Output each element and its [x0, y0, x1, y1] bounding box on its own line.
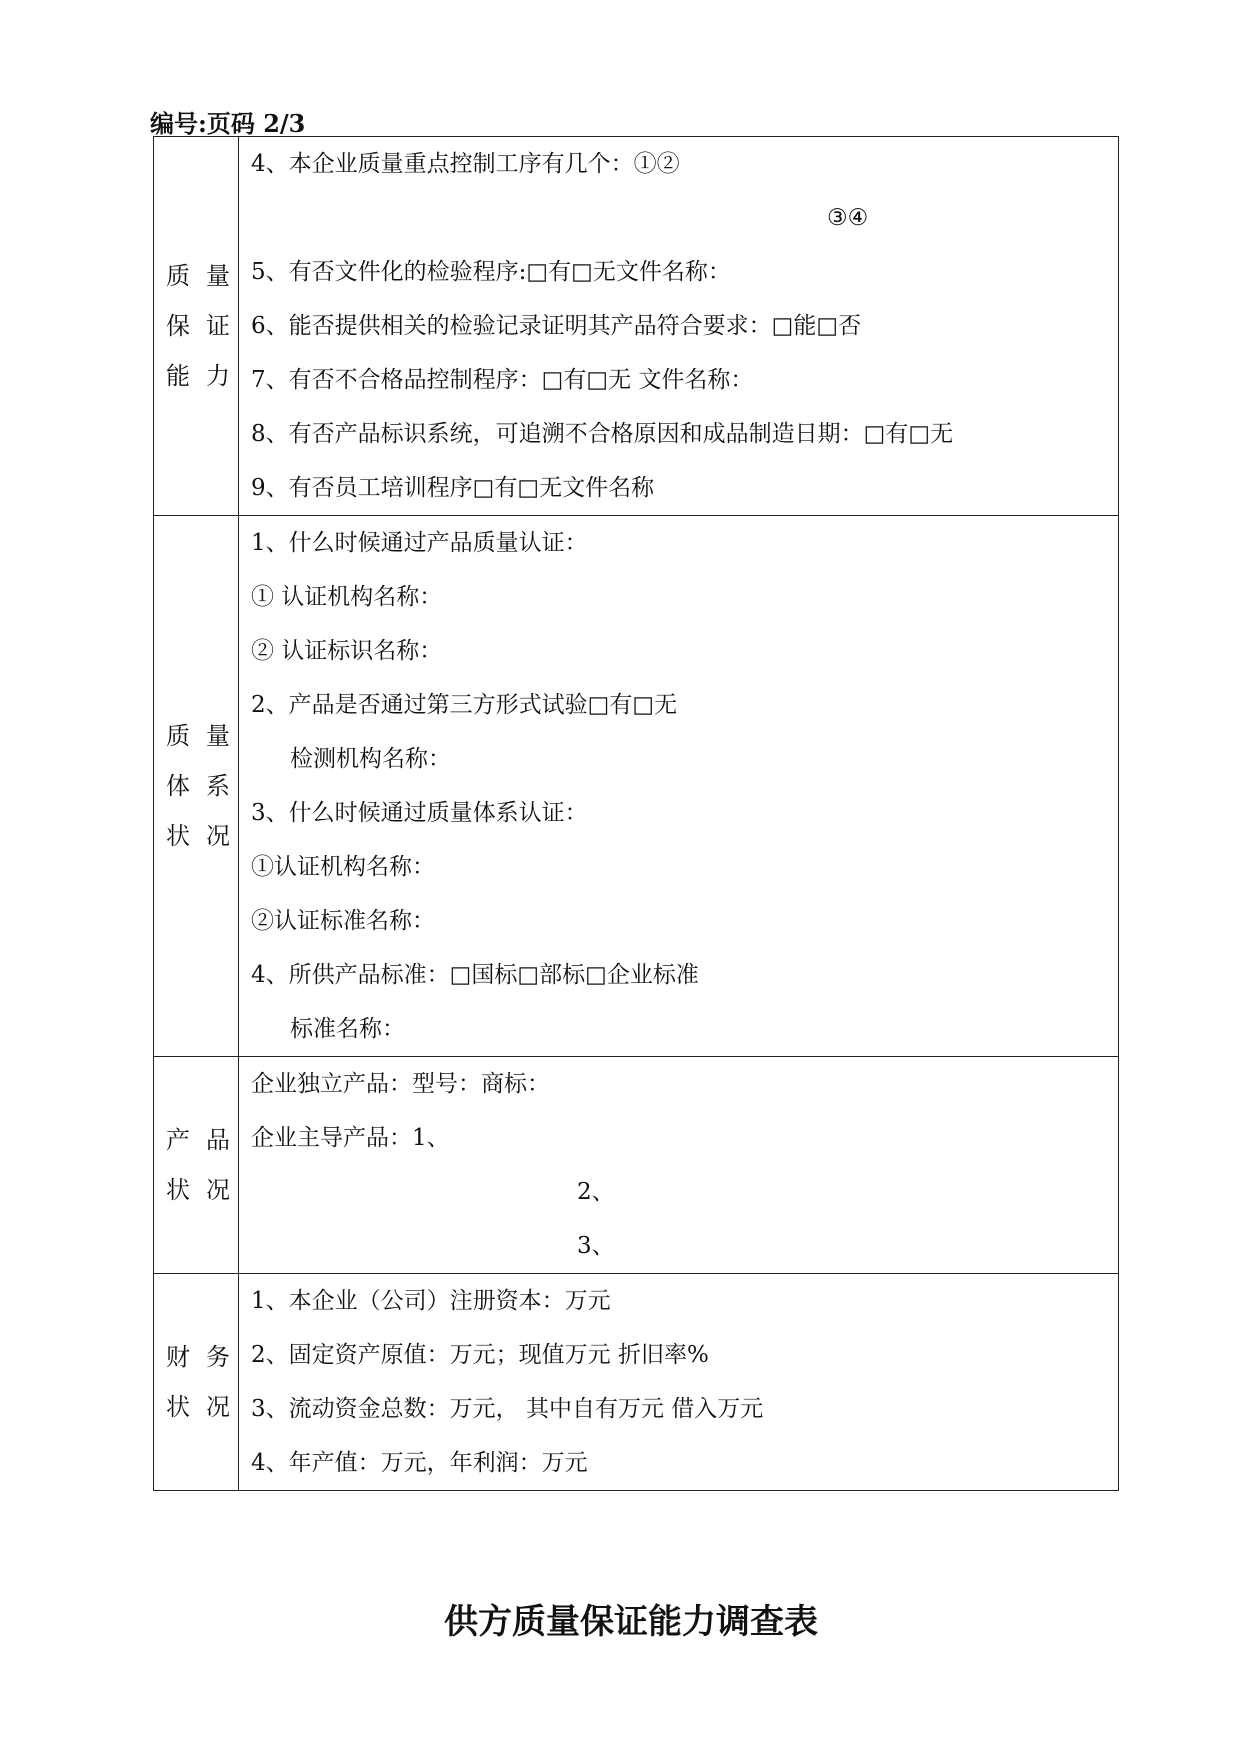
- form-line: ② 认证标识名称：: [251, 638, 443, 664]
- form-line: 6、能否提供相关的检验记录证明其产品符合要求：□能□否: [251, 313, 862, 339]
- section-content: [239, 1057, 1119, 1274]
- section-label: 财务状况: [166, 1343, 232, 1421]
- section-financial-status: [154, 1274, 1119, 1491]
- form-line: 2、产品是否通过第三方形式试验□有□无: [251, 692, 678, 718]
- form-line: 4、所供产品标准：□国标□部标□企业标准: [251, 962, 699, 988]
- form-line: 4、本企业质量重点控制工序有几个：①②: [251, 151, 680, 177]
- section-content: [239, 137, 1119, 516]
- section-quality-assurance: [154, 137, 1119, 516]
- document-number: 编号:页码 2/3: [150, 109, 306, 138]
- form-line: ①认证机构名称：: [251, 854, 435, 880]
- form-line: 4、年产值：万元，年利润：万元: [251, 1450, 588, 1476]
- form-line: 7、有否不合格品控制程序：□有□无 文件名称：: [251, 367, 754, 393]
- section-quality-system: [154, 516, 1119, 1057]
- form-line: 8、有否产品标识系统，可追溯不合格原因和成品制造日期：□有□无: [251, 421, 954, 447]
- form-line: 企业独立产品：型号：商标：: [251, 1071, 550, 1097]
- form-line: ① 认证机构名称：: [251, 584, 443, 610]
- form-line: 3、: [577, 1233, 615, 1259]
- section-label: 质量体系状况: [166, 722, 232, 850]
- section-label: 质量保证能力: [166, 262, 232, 390]
- section-content: [239, 1274, 1119, 1491]
- form-line: 1、本企业（公司）注册资本：万元: [251, 1288, 611, 1314]
- form-line: 5、有否文件化的检验程序:□有□无文件名称：: [251, 259, 731, 285]
- form-line: ②认证标准名称：: [251, 908, 435, 934]
- form-line: ③④: [827, 205, 869, 231]
- form-line: 3、什么时候通过质量体系认证：: [251, 800, 588, 826]
- form-line: 2、固定资产原值：万元；现值万元 折旧率%: [251, 1342, 709, 1368]
- section-label: 产品状况: [166, 1126, 232, 1204]
- section-product-status: [154, 1057, 1119, 1274]
- form-line: 3、流动资金总数：万元， 其中自有万元 借入万元: [251, 1396, 764, 1422]
- form-line: 1、什么时候通过产品质量认证：: [251, 530, 588, 556]
- form-line: 2、: [577, 1179, 615, 1205]
- form-line: 标准名称：: [290, 1016, 405, 1042]
- form-line: 9、有否员工培训程序□有□无文件名称: [251, 475, 655, 501]
- form-line: 企业主导产品：1、: [251, 1125, 450, 1151]
- section-content: [239, 516, 1119, 1057]
- form-line: 检测机构名称：: [290, 746, 451, 772]
- document-title: 供方质量保证能力调查表: [444, 1602, 818, 1642]
- survey-form-table: [153, 136, 1119, 1491]
